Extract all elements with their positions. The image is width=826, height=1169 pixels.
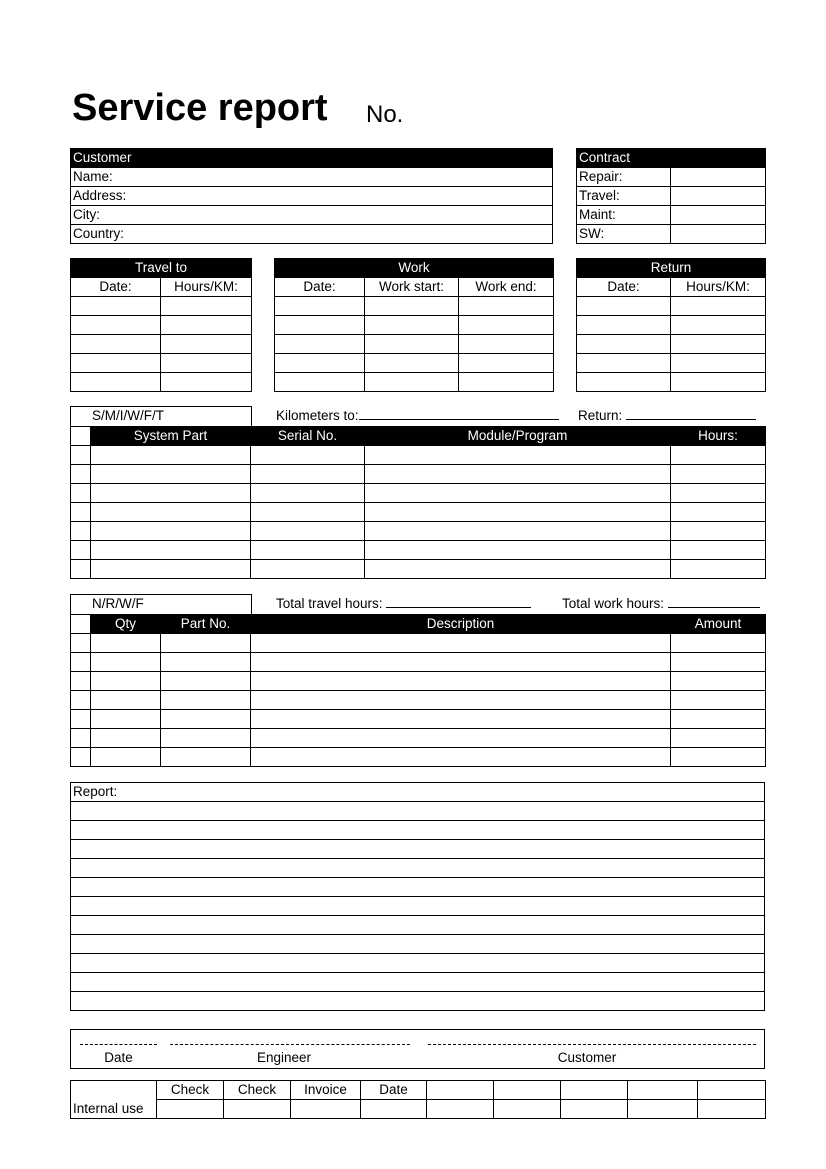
cell[interactable]: [71, 878, 765, 897]
cell[interactable]: [71, 748, 91, 767]
cell[interactable]: [365, 373, 459, 392]
cell[interactable]: [71, 316, 161, 335]
kilometers-line[interactable]: [359, 419, 559, 420]
cell[interactable]: [91, 691, 161, 710]
column-header: Qty: [91, 615, 161, 634]
system-code-label: S/M/I/W/F/T: [92, 408, 164, 423]
table-row: [577, 297, 766, 316]
cell[interactable]: [71, 297, 161, 316]
table-row: [71, 354, 252, 373]
cell[interactable]: [291, 1100, 361, 1119]
contract-table: [576, 148, 766, 244]
cell[interactable]: [71, 935, 765, 954]
report-line: [71, 840, 765, 859]
system-parts-table: [70, 426, 766, 579]
cell[interactable]: [251, 484, 365, 503]
table-row: [577, 335, 766, 354]
column-header: Check: [157, 1081, 224, 1100]
column-header: Date:: [275, 278, 365, 297]
cell[interactable]: [71, 954, 765, 973]
cell[interactable]: [365, 503, 671, 522]
cell[interactable]: [251, 710, 671, 729]
cell[interactable]: [365, 335, 459, 354]
cell[interactable]: [494, 1100, 561, 1119]
cell[interactable]: [577, 297, 671, 316]
return-table: [576, 258, 766, 392]
contract-label: Maint:: [577, 206, 671, 225]
cell[interactable]: [161, 710, 251, 729]
table-row: [275, 335, 554, 354]
cell[interactable]: [361, 1100, 427, 1119]
column-header: Date:: [577, 278, 671, 297]
cell[interactable]: [671, 691, 766, 710]
signature-customer-label: Customer: [557, 1050, 617, 1065]
table-row: [71, 503, 766, 522]
column-header: System Part: [91, 427, 251, 446]
cell[interactable]: [91, 672, 161, 691]
column-header: Description: [251, 615, 671, 634]
report-line: [71, 935, 765, 954]
cell: [71, 615, 91, 634]
return-km-field[interactable]: [578, 407, 756, 425]
cell[interactable]: [71, 802, 765, 821]
cell[interactable]: [71, 691, 91, 710]
customer-city-field[interactable]: City:: [71, 206, 553, 225]
cell[interactable]: [161, 729, 251, 748]
cell[interactable]: [91, 710, 161, 729]
return-header: Return: [577, 259, 766, 278]
cell[interactable]: [71, 672, 91, 691]
column-header: Part No.: [161, 615, 251, 634]
cell[interactable]: [577, 373, 671, 392]
cell[interactable]: [71, 973, 765, 992]
total-work-hours-label: Total work hours:: [562, 596, 665, 611]
table-row: [71, 729, 766, 748]
cell[interactable]: [671, 465, 766, 484]
contract-travel-field[interactable]: [671, 187, 766, 206]
cell[interactable]: [577, 335, 671, 354]
parts-code-label: N/R/W/F: [92, 596, 144, 611]
table-row: [577, 373, 766, 392]
cell[interactable]: [71, 653, 91, 672]
cell[interactable]: [251, 522, 365, 541]
report-line: [71, 954, 765, 973]
cell[interactable]: [459, 354, 554, 373]
cell[interactable]: [91, 729, 161, 748]
cell[interactable]: [628, 1100, 698, 1119]
cell[interactable]: [365, 560, 671, 579]
cell[interactable]: [161, 672, 251, 691]
cell[interactable]: [71, 522, 91, 541]
column-header: Hours/KM:: [161, 278, 252, 297]
cell[interactable]: [671, 354, 766, 373]
cell[interactable]: [251, 729, 671, 748]
cell[interactable]: [671, 316, 766, 335]
cell[interactable]: [161, 297, 252, 316]
cell: [71, 427, 91, 446]
cell[interactable]: [698, 1081, 766, 1100]
travel-to-table: [70, 258, 252, 392]
cell[interactable]: [71, 729, 91, 748]
cell[interactable]: [365, 541, 671, 560]
customer-country-field[interactable]: Country:: [71, 225, 553, 244]
cell[interactable]: [161, 335, 252, 354]
internal-use-table: [70, 1080, 766, 1119]
column-header: Hours/KM:: [671, 278, 766, 297]
contract-repair-field[interactable]: [671, 168, 766, 187]
cell[interactable]: [671, 335, 766, 354]
cell[interactable]: [365, 465, 671, 484]
cell[interactable]: [71, 634, 91, 653]
column-header: Hours:: [671, 427, 766, 446]
contract-label: Repair:: [577, 168, 671, 187]
customer-header: Customer: [71, 149, 553, 168]
column-header: Check: [224, 1081, 291, 1100]
cell[interactable]: [91, 653, 161, 672]
cell[interactable]: [275, 373, 365, 392]
kilometers-label: Kilometers to:: [276, 408, 359, 423]
date-signature-line[interactable]: [80, 1044, 157, 1045]
column-header: Date: [361, 1081, 427, 1100]
cell[interactable]: [251, 446, 365, 465]
cell[interactable]: [71, 840, 765, 859]
cell[interactable]: [71, 560, 91, 579]
table-row: [275, 297, 554, 316]
work-header: Work: [275, 259, 554, 278]
contract-header: Contract: [577, 149, 766, 168]
cell[interactable]: [671, 484, 766, 503]
cell[interactable]: [91, 560, 251, 579]
cell[interactable]: [671, 297, 766, 316]
cell[interactable]: [365, 316, 459, 335]
cell[interactable]: [459, 335, 554, 354]
total-work-hours-line[interactable]: [668, 607, 760, 608]
column-header: Module/Program: [365, 427, 671, 446]
report-line: [71, 916, 765, 935]
cell[interactable]: [71, 897, 765, 916]
table-row: [577, 354, 766, 373]
report-line: [71, 802, 765, 821]
table-row: [275, 354, 554, 373]
table-row: [71, 653, 766, 672]
cell[interactable]: [71, 710, 91, 729]
table-row: [577, 316, 766, 335]
cell[interactable]: [157, 1100, 224, 1119]
cell[interactable]: [161, 373, 252, 392]
contract-label: SW:: [577, 225, 671, 244]
column-header: Work end:: [459, 278, 554, 297]
cell[interactable]: [91, 748, 161, 767]
cell[interactable]: [71, 992, 765, 1011]
table-row: [71, 691, 766, 710]
table-row: [71, 373, 252, 392]
cell[interactable]: [365, 446, 671, 465]
signature-date-label: Date: [104, 1050, 133, 1065]
cell[interactable]: [251, 672, 671, 691]
total-work-hours-field[interactable]: [562, 595, 760, 613]
cell[interactable]: [561, 1081, 628, 1100]
table-row: [71, 710, 766, 729]
cell[interactable]: [71, 446, 91, 465]
cell[interactable]: [459, 316, 554, 335]
cell[interactable]: [671, 748, 766, 767]
table-row: [71, 446, 766, 465]
contract-sw-field[interactable]: [671, 225, 766, 244]
cell[interactable]: [91, 634, 161, 653]
column-header: Amount: [671, 615, 766, 634]
cell[interactable]: [71, 541, 91, 560]
customer-name-field[interactable]: Name:: [71, 168, 553, 187]
cell[interactable]: [577, 316, 671, 335]
cell[interactable]: [71, 465, 91, 484]
cell[interactable]: [365, 297, 459, 316]
cell[interactable]: [71, 335, 161, 354]
report-line: [71, 992, 765, 1011]
table-row: [275, 316, 554, 335]
cell[interactable]: [671, 634, 766, 653]
cell[interactable]: [91, 503, 251, 522]
cell[interactable]: [671, 541, 766, 560]
cell[interactable]: [161, 691, 251, 710]
table-row: [71, 297, 252, 316]
cell[interactable]: [628, 1081, 698, 1100]
table-row: [71, 1100, 766, 1119]
cell[interactable]: [71, 484, 91, 503]
cell[interactable]: [427, 1100, 494, 1119]
cell[interactable]: [671, 503, 766, 522]
table-row: [71, 484, 766, 503]
cell[interactable]: [71, 859, 765, 878]
cell[interactable]: [251, 560, 365, 579]
customer-table: [70, 148, 553, 244]
column-header: Work start:: [365, 278, 459, 297]
total-travel-hours-line[interactable]: [386, 607, 531, 608]
table-row: [71, 335, 252, 354]
signature-engineer-label: Engineer: [256, 1050, 312, 1065]
return-km-line[interactable]: [626, 419, 756, 420]
cell[interactable]: [71, 503, 91, 522]
report-line: [71, 973, 765, 992]
cell[interactable]: [671, 446, 766, 465]
contract-label: Travel:: [577, 187, 671, 206]
cell[interactable]: [671, 373, 766, 392]
cell[interactable]: [275, 335, 365, 354]
report-table: [70, 782, 765, 1011]
parts-table: [70, 614, 766, 767]
page-title: Service report: [72, 87, 328, 129]
total-travel-hours-field[interactable]: [276, 595, 531, 613]
report-line: [71, 859, 765, 878]
cell[interactable]: [161, 316, 252, 335]
cell[interactable]: [365, 484, 671, 503]
table-row: [71, 672, 766, 691]
cell[interactable]: [494, 1081, 561, 1100]
cell[interactable]: [71, 373, 161, 392]
cell[interactable]: [161, 748, 251, 767]
cell[interactable]: [91, 484, 251, 503]
table-row: [71, 465, 766, 484]
cell[interactable]: [671, 710, 766, 729]
cell[interactable]: [251, 691, 671, 710]
cell[interactable]: [577, 354, 671, 373]
column-header: Serial No.: [251, 427, 365, 446]
cell[interactable]: [459, 373, 554, 392]
cell[interactable]: [71, 916, 765, 935]
cell[interactable]: [427, 1081, 494, 1100]
cell[interactable]: [161, 354, 252, 373]
cell[interactable]: [671, 672, 766, 691]
cell[interactable]: [251, 634, 671, 653]
cell[interactable]: [671, 522, 766, 541]
cell[interactable]: [251, 503, 365, 522]
report-line: [71, 878, 765, 897]
cell[interactable]: [698, 1100, 766, 1119]
cell[interactable]: [91, 465, 251, 484]
work-table: [274, 258, 554, 392]
customer-signature-line[interactable]: [428, 1044, 756, 1045]
contract-maint-field[interactable]: [671, 206, 766, 225]
cell[interactable]: [251, 748, 671, 767]
column-header: Date:: [71, 278, 161, 297]
table-row: [71, 316, 252, 335]
cell[interactable]: [224, 1100, 291, 1119]
internal-use-label: Internal use: [71, 1081, 157, 1119]
table-row: [71, 748, 766, 767]
cell[interactable]: [161, 634, 251, 653]
cell[interactable]: [365, 354, 459, 373]
report-line: [71, 897, 765, 916]
cell[interactable]: [71, 354, 161, 373]
table-row: [275, 373, 554, 392]
cell[interactable]: [251, 653, 671, 672]
customer-address-field[interactable]: Address:: [71, 187, 553, 206]
cell[interactable]: [91, 446, 251, 465]
cell[interactable]: [251, 465, 365, 484]
cell[interactable]: [671, 560, 766, 579]
cell[interactable]: [251, 541, 365, 560]
cell[interactable]: [671, 653, 766, 672]
cell[interactable]: [275, 354, 365, 373]
column-header: Invoice: [291, 1081, 361, 1100]
total-travel-hours-label: Total travel hours:: [276, 596, 383, 611]
table-row: [71, 541, 766, 560]
cell[interactable]: [91, 522, 251, 541]
cell[interactable]: [561, 1100, 628, 1119]
table-row: [71, 634, 766, 653]
cell[interactable]: [91, 541, 251, 560]
engineer-signature-line[interactable]: [170, 1044, 410, 1045]
cell[interactable]: [161, 653, 251, 672]
kilometers-field[interactable]: [276, 407, 559, 425]
return-km-label: Return:: [578, 408, 623, 423]
cell[interactable]: [71, 821, 765, 840]
report-line: [71, 821, 765, 840]
cell[interactable]: [275, 316, 365, 335]
table-row: [71, 522, 766, 541]
report-label: Report:: [71, 783, 765, 802]
cell[interactable]: [275, 297, 365, 316]
cell[interactable]: [671, 729, 766, 748]
cell[interactable]: [459, 297, 554, 316]
cell[interactable]: [365, 522, 671, 541]
travel-to-header: Travel to: [71, 259, 252, 278]
table-row: [71, 560, 766, 579]
report-number-label: No.: [366, 101, 404, 128]
